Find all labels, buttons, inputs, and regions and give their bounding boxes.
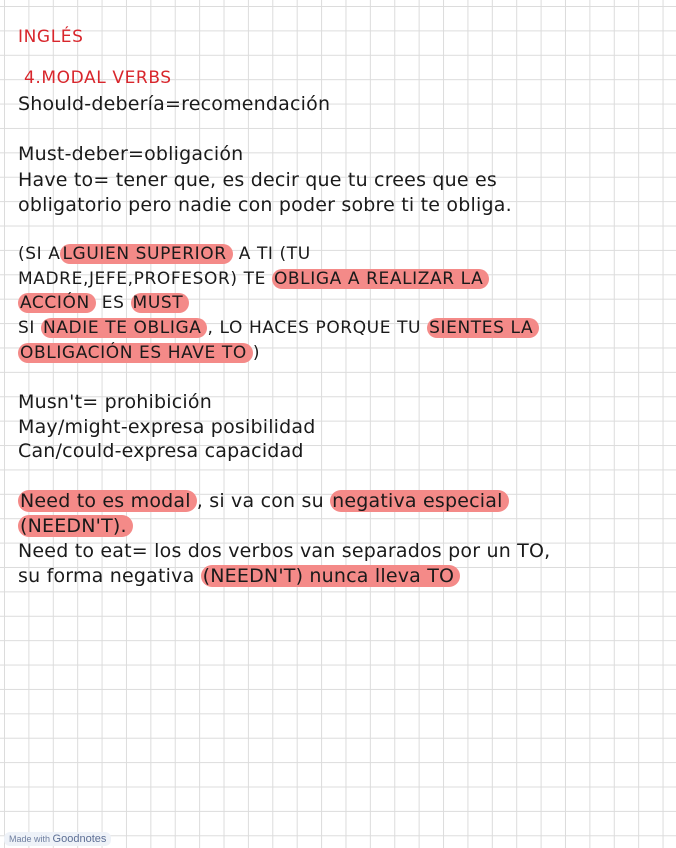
note-must: Must-deber=obligación — [18, 143, 244, 165]
note-may: May/might-expresa posibilidad — [18, 416, 316, 438]
highlight: ACCIÓN — [18, 293, 96, 313]
goodnotes-watermark: Made with Goodnotes — [4, 832, 111, 846]
note-si-line4: SI NADIE TE OBLIGA , LO HACES PORQUE TU SIENTES LA — [18, 316, 539, 340]
note-si-line2: MADRE,JEFE,PROFESOR) TE OBLIGA A REALIZAR LA — [18, 267, 489, 291]
note-have-to-line1: Have to= tener que, es decir que tu crees que es — [18, 169, 498, 191]
highlight: SIENTES LA — [427, 318, 539, 338]
note-need-line1: Need to es modal , si va con su negativa especial — [18, 489, 509, 513]
subject-title: INGLÉS — [18, 27, 84, 47]
note-mustnt: Musn't= prohibición — [18, 391, 212, 413]
highlight: negativa especial — [330, 490, 508, 512]
note-should: Should-debería=recomendación — [18, 93, 331, 115]
note-need-line4: su forma negativa (NEEDN'T) nunca lleva TO — [18, 564, 460, 588]
highlight: (NEEDN'T). — [18, 515, 133, 537]
highlight: OBLIGACIÓN ES HAVE TO — [18, 343, 253, 363]
highlight: Need to es modal — [18, 490, 197, 512]
highlight: LGUIEN SUPERIOR — [60, 244, 232, 264]
note-si-line5: OBLIGACIÓN ES HAVE TO ) — [20, 343, 261, 363]
highlight: NADIE TE OBLIGA — [41, 318, 207, 338]
highlight: (NEEDN'T) nunca lleva TO — [201, 565, 461, 587]
highlight: OBLIGA A REALIZAR LA — [272, 269, 489, 289]
note-can: Can/could-expresa capacidad — [18, 440, 304, 462]
note-need-line2 — [18, 514, 133, 538]
note-have-to-line2: obligatorio pero nadie con poder sobre ti te obliga. — [18, 194, 512, 216]
note-si-line1: (SI A LGUIEN SUPERIOR A TI (TU — [18, 244, 311, 264]
note-need-line3: Need to eat= los dos verbos van separados por un TO, — [18, 540, 551, 562]
note-si-line3: ACCIÓN ES MUST — [18, 291, 189, 315]
topic-title: 4.MODAL VERBS — [24, 68, 172, 88]
highlight: MUST — [131, 293, 190, 313]
